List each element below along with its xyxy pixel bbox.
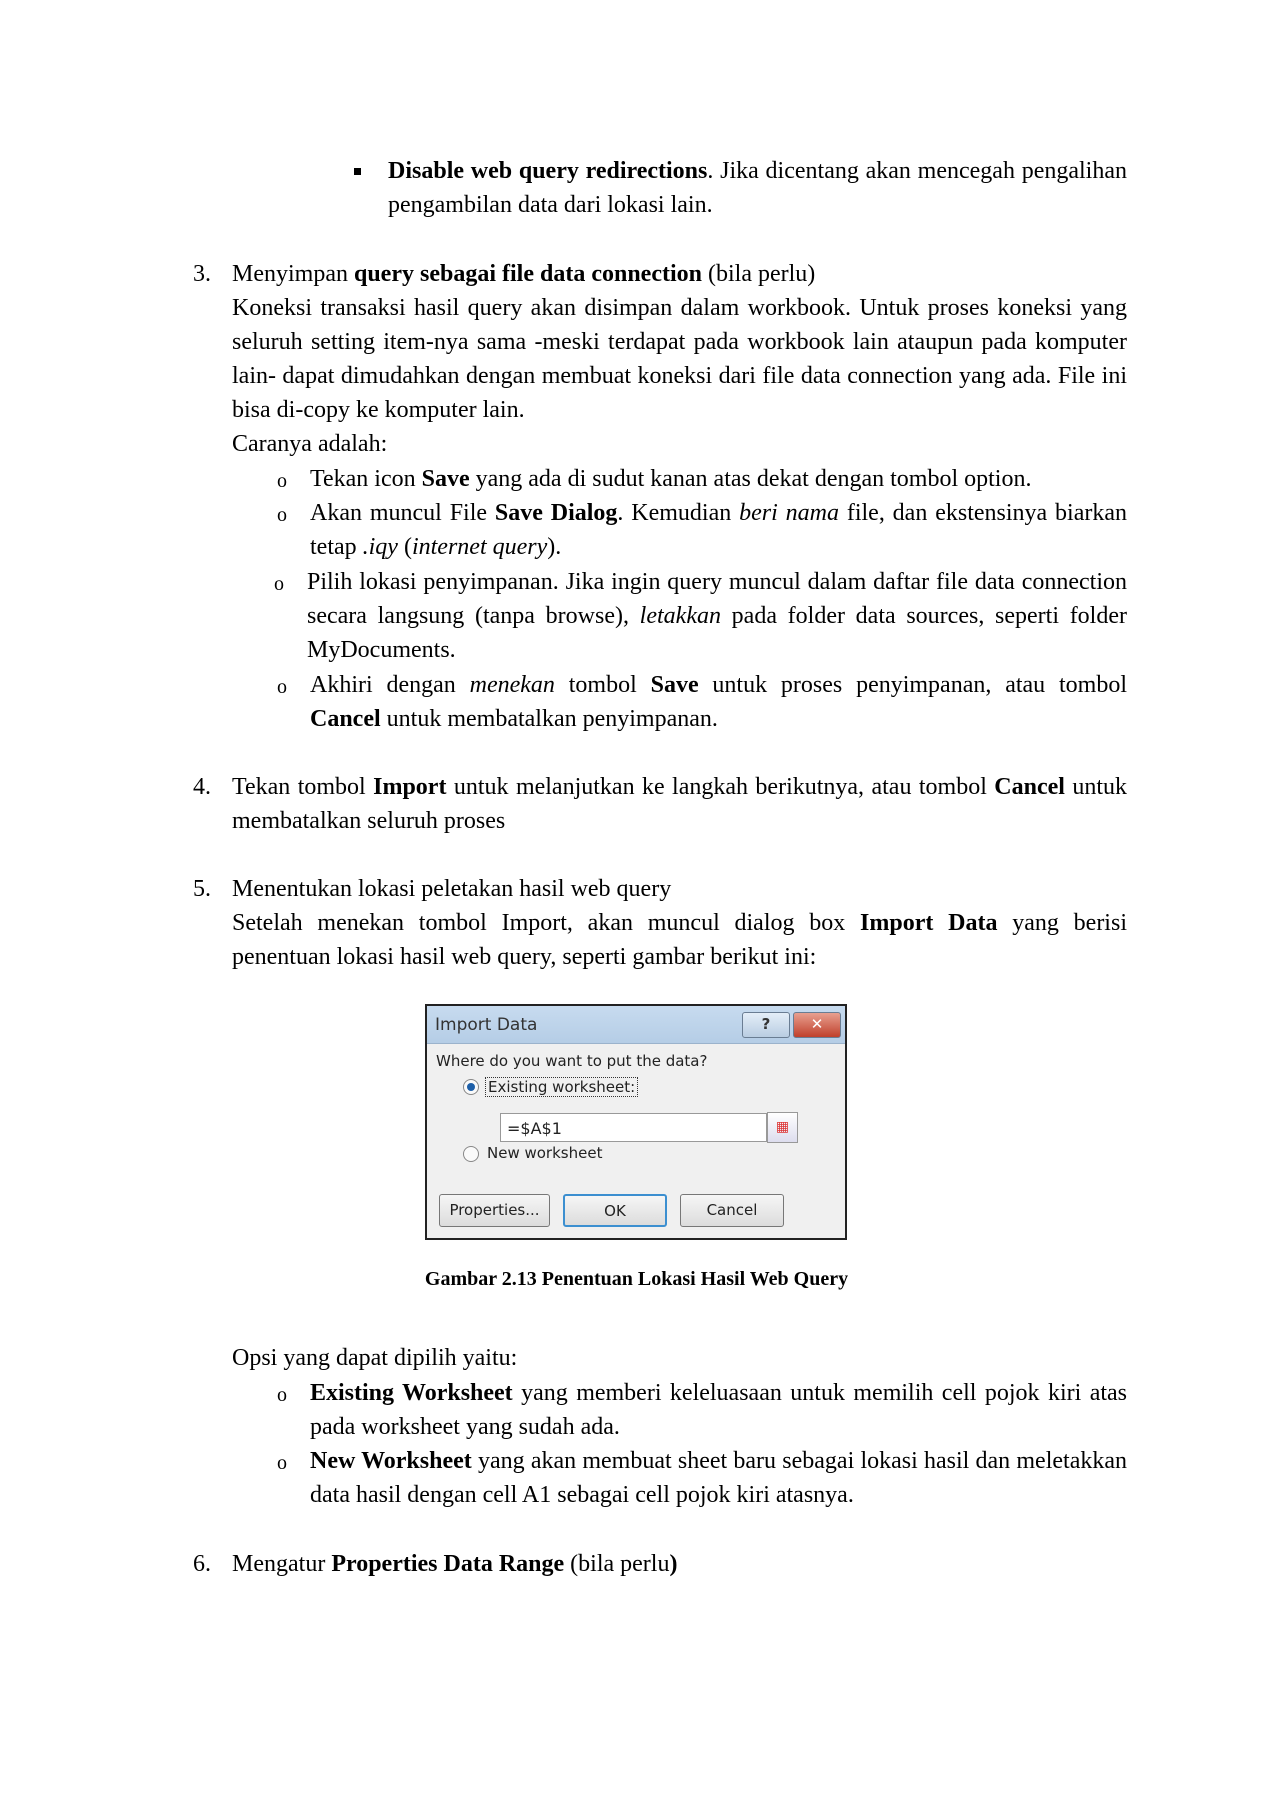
text-run: Opsi yang dapat dipilih yaitu: [232, 1345, 518, 1371]
text-run: (bila perlu [564, 1551, 670, 1577]
bold-text: Save Dialog [494, 500, 618, 526]
paragraph [232, 427, 1127, 461]
square-bullet-icon [354, 168, 361, 175]
new-worksheet-label[interactable]: New worksheet [487, 1144, 603, 1162]
new-worksheet-radio[interactable] [463, 1146, 479, 1162]
text-run: untuk proses penyimpanan, atau tombol [698, 672, 1127, 698]
list-number: 5. [193, 876, 211, 902]
text-run: ( [397, 534, 412, 560]
text-run: yang memberi keleluasaan untuk memilih cell pojok kiri atas pada worksheet yang sudah ada. [310, 1380, 1128, 1440]
existing-worksheet-label[interactable]: Existing worksheet: [485, 1077, 638, 1097]
paragraph [310, 1376, 1127, 1444]
paragraph [232, 257, 1127, 291]
bold-text: Disable web query redirections [388, 158, 708, 184]
circle-bullet-icon: o [277, 504, 287, 526]
italic-text: beri nama [739, 500, 839, 526]
text-run: Akan muncul File [310, 500, 495, 526]
text-run: Setelah menekan tombol Import, akan muncul dialog box [232, 910, 861, 936]
bold-text: Save [421, 466, 470, 492]
paragraph [232, 770, 1127, 838]
bold-text: Import [373, 774, 447, 800]
text-run: . Kemudian [617, 500, 740, 526]
close-button[interactable]: ✕ [793, 1012, 841, 1038]
bold-text: New Worksheet [310, 1448, 472, 1474]
paragraph [232, 1547, 1127, 1581]
list-number: 6. [193, 1551, 211, 1577]
circle-bullet-icon: o [277, 1452, 287, 1474]
bold-text: query sebagai file data connection [353, 261, 702, 287]
text-run: yang berisi penentuan lokasi hasil web query, seperti gambar berikut ini: [232, 910, 1127, 970]
paragraph [310, 462, 1127, 496]
paragraph [307, 565, 1127, 667]
text-run: file, dan ekstensinya biarkan tetap [310, 500, 1127, 560]
circle-bullet-icon: o [277, 1384, 287, 1406]
text-run: yang akan membuat sheet baru sebagai lokasi hasil dan meletakkan data hasil dengan cell A1 sebagai cell pojok kiri atasnya. [310, 1448, 1128, 1508]
paragraph [232, 906, 1127, 974]
italic-text: letakkan [639, 603, 721, 629]
help-button[interactable]: ? [742, 1012, 790, 1038]
range-input[interactable]: =$A$1 [500, 1113, 767, 1142]
text-run: Caranya adalah: [232, 431, 388, 457]
paragraph [388, 154, 1127, 222]
range-selector-icon[interactable]: ▦ [767, 1112, 798, 1143]
figure-caption: Gambar 2.13 Penentuan Lokasi Hasil Web Query [424, 1268, 849, 1290]
paragraph [310, 1444, 1127, 1512]
bold-text: Properties Data Range [331, 1551, 565, 1577]
text-run: Menentukan lokasi peletakan hasil web query [232, 876, 672, 902]
question-label: Where do you want to put the data? [436, 1052, 708, 1070]
bold-text: ) [669, 1551, 678, 1577]
circle-bullet-icon: o [277, 676, 287, 698]
text-run: untuk membatalkan seluruh proses [232, 774, 1128, 834]
text-run: Tekan tombol [232, 774, 374, 800]
italic-text: menekan [469, 672, 555, 698]
text-run: ). [547, 534, 562, 560]
list-number: 4. [193, 774, 211, 800]
bold-text: Existing Worksheet [310, 1380, 513, 1406]
text-run: Mengatur [232, 1551, 332, 1577]
existing-worksheet-radio[interactable] [463, 1079, 479, 1095]
text-run: Tekan icon [310, 466, 422, 492]
text-run: yang ada di sudut kanan atas dekat dengan tombol option. [469, 466, 1032, 492]
bold-text: Save [650, 672, 699, 698]
circle-bullet-icon: o [274, 573, 284, 595]
text-run: untuk melanjutkan ke langkah berikutnya, atau tombol [446, 774, 995, 800]
text-run: Koneksi transaksi hasil query akan disimpan dalam workbook. Untuk proses koneksi yang seluruh setting item-nya sama -meski terdapat pada workbook lain ataupun pada komputer lain- dapat dimudahkan dengan membuat koneksi dari file data connection yang ada. File ini bisa di-copy ke komputer lain. [232, 295, 1127, 423]
text-run: . Jika dicentang akan mencegah pengalihan pengambilan data dari lokasi lain. [388, 158, 1127, 218]
text-run: Menyimpan [232, 261, 354, 287]
bold-text: Cancel [310, 706, 381, 732]
list-number: 3. [193, 261, 211, 287]
text-run: untuk membatalkan penyimpanan. [380, 706, 718, 732]
paragraph [232, 1341, 1127, 1375]
bold-text: Import Data [860, 910, 998, 936]
ok-button[interactable]: OK [563, 1194, 667, 1227]
text-run: pada folder data sources, seperti folder MyDocuments. [307, 603, 1127, 663]
bold-text: Cancel [994, 774, 1065, 800]
circle-bullet-icon: o [277, 470, 287, 492]
import-data-dialog [425, 1004, 847, 1240]
text-run: (bila perlu) [701, 261, 816, 287]
text-run: Pilih lokasi penyimpanan. Jika ingin query muncul dalam daftar file data connection secara langsung (tanpa browse), [307, 569, 1127, 629]
cancel-button[interactable]: Cancel [680, 1194, 784, 1227]
text-run: tombol [554, 672, 651, 698]
paragraph [310, 668, 1127, 736]
paragraph [232, 872, 1127, 906]
dialog-title: Import Data [435, 1015, 538, 1035]
paragraph [232, 291, 1127, 427]
text-run: Akhiri dengan [310, 672, 470, 698]
dialog-titlebar [427, 1006, 845, 1044]
italic-text: .iqy [362, 534, 398, 560]
paragraph [310, 496, 1127, 564]
italic-text: internet query [411, 534, 548, 560]
properties-button[interactable]: Properties... [439, 1194, 550, 1227]
